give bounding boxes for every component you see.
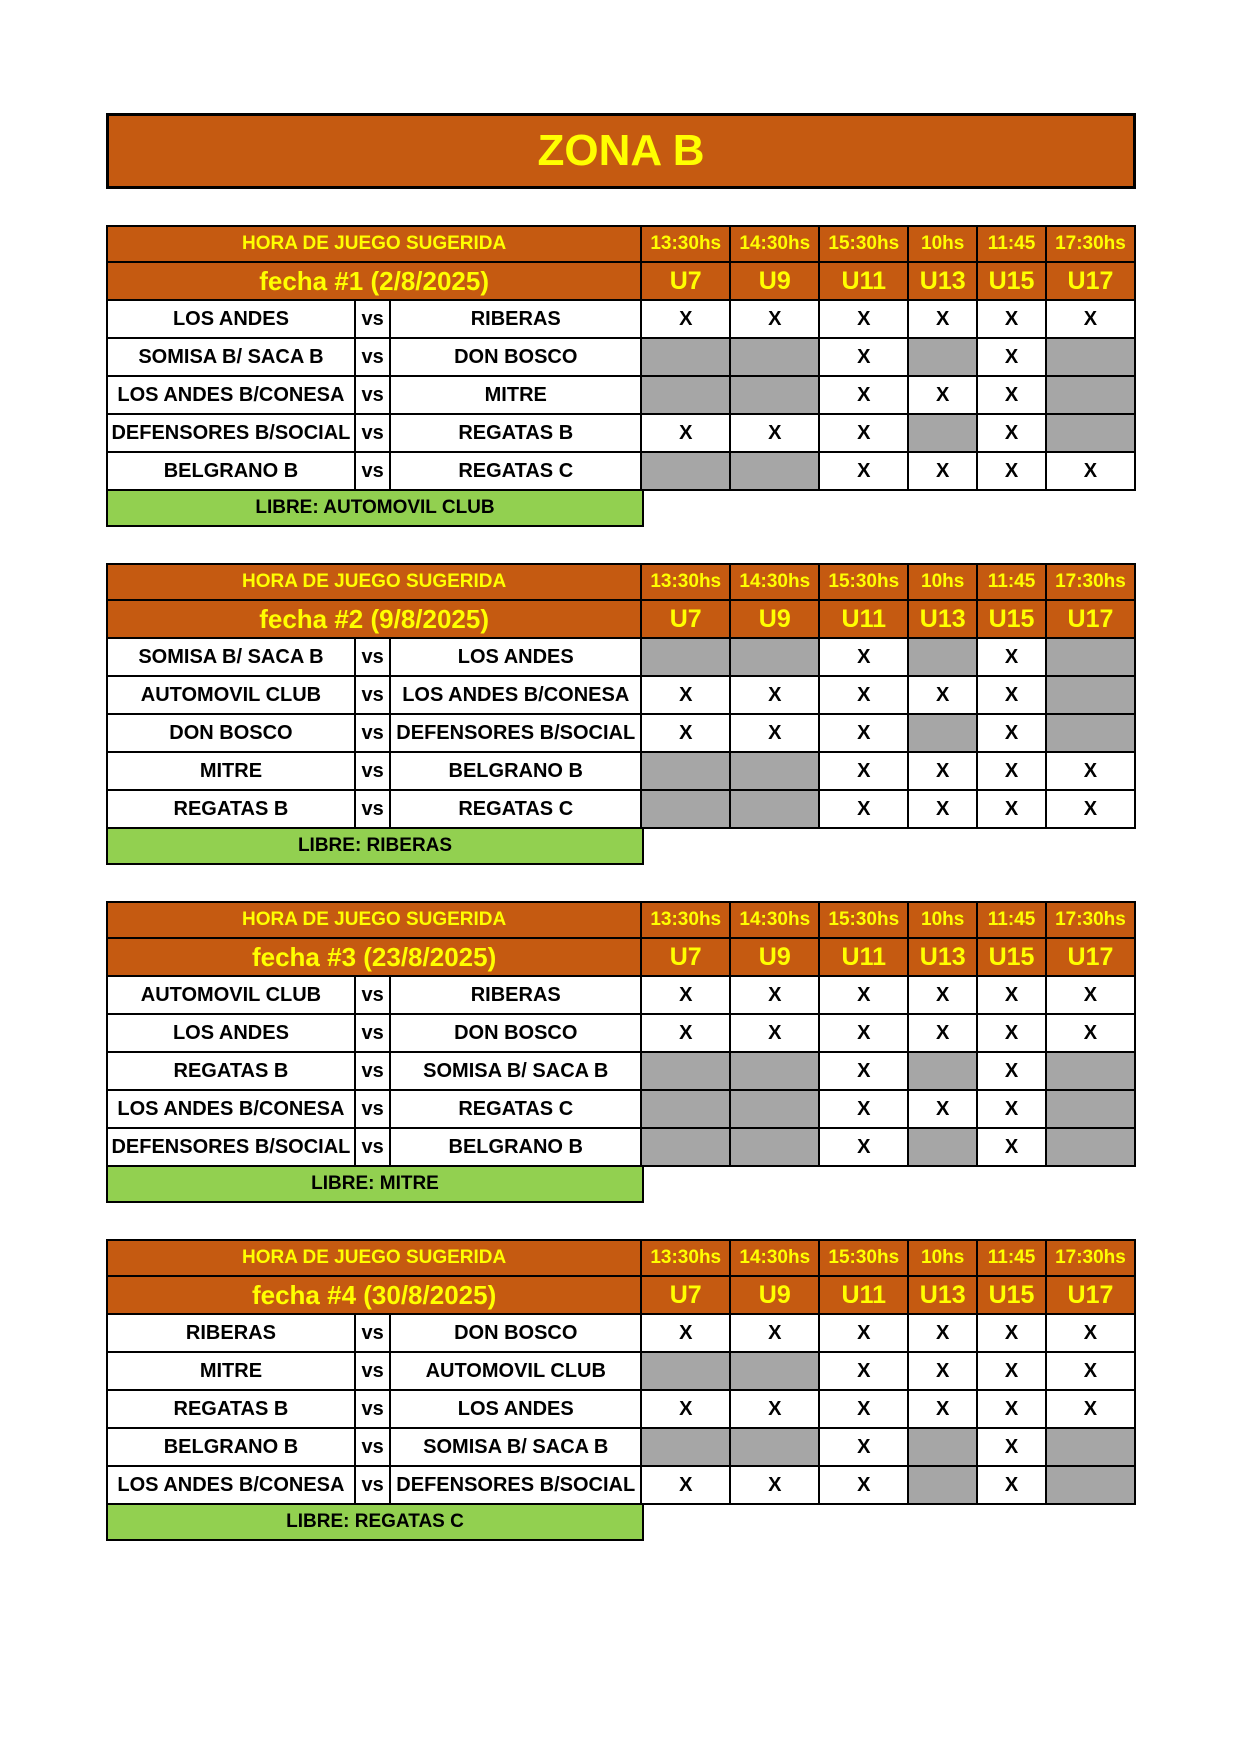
match-row (107, 1390, 1135, 1428)
vs-label: vs (355, 1466, 390, 1504)
hora-row (107, 226, 1135, 262)
category-played-mark: X (730, 414, 819, 452)
category-cell: U9 (730, 262, 819, 300)
category-unavailable-cell (730, 1052, 819, 1090)
match-row (107, 414, 1135, 452)
time-cell: 17:30hs (1046, 902, 1135, 938)
category-played-mark: X (908, 300, 977, 338)
category-unavailable-cell (908, 714, 977, 752)
category-played-mark: X (819, 300, 908, 338)
category-played-mark: X (908, 1390, 977, 1428)
category-cell: U13 (908, 1276, 977, 1314)
fecha-row (107, 600, 1135, 638)
fecha-row (107, 262, 1135, 300)
category-played-mark: X (977, 338, 1046, 376)
category-played-mark: X (908, 976, 977, 1014)
category-played-mark: X (977, 1390, 1046, 1428)
fixture-block-1 (106, 225, 1142, 527)
category-unavailable-cell (1046, 1128, 1135, 1166)
category-played-mark: X (977, 376, 1046, 414)
category-unavailable-cell (730, 376, 819, 414)
time-cell: 15:30hs (819, 564, 908, 600)
category-cell: U15 (977, 600, 1046, 638)
category-played-mark: X (977, 300, 1046, 338)
category-played-mark: X (819, 638, 908, 676)
match-row (107, 976, 1135, 1014)
category-unavailable-cell (730, 790, 819, 828)
fecha-label: fecha #3 (23/8/2025) (107, 938, 641, 976)
away-team: MITRE (390, 376, 641, 414)
home-team: LOS ANDES B/CONESA (107, 1466, 355, 1504)
away-team: DON BOSCO (390, 338, 641, 376)
time-cell: 10hs (908, 564, 977, 600)
away-team: LOS ANDES (390, 1390, 641, 1428)
fecha-row (107, 938, 1135, 976)
match-row (107, 714, 1135, 752)
vs-label: vs (355, 638, 390, 676)
category-played-mark: X (977, 452, 1046, 490)
home-team: AUTOMOVIL CLUB (107, 676, 355, 714)
time-cell: 17:30hs (1046, 226, 1135, 262)
time-cell: 10hs (908, 226, 977, 262)
category-unavailable-cell (641, 752, 730, 790)
zone-title: ZONA B (106, 113, 1136, 189)
category-played-mark: X (908, 1090, 977, 1128)
match-row (107, 376, 1135, 414)
home-team: DEFENSORES B/SOCIAL (107, 1128, 355, 1166)
category-unavailable-cell (730, 638, 819, 676)
category-cell: U15 (977, 938, 1046, 976)
fecha-row (107, 1276, 1135, 1314)
category-played-mark: X (977, 1128, 1046, 1166)
vs-label: vs (355, 1090, 390, 1128)
category-cell: U11 (819, 938, 908, 976)
category-unavailable-cell (641, 1128, 730, 1166)
category-played-mark: X (908, 376, 977, 414)
match-row (107, 1352, 1135, 1390)
category-unavailable-cell (1046, 338, 1135, 376)
category-played-mark: X (641, 300, 730, 338)
category-cell: U17 (1046, 262, 1135, 300)
vs-label: vs (355, 452, 390, 490)
away-team: AUTOMOVIL CLUB (390, 1352, 641, 1390)
time-cell: 14:30hs (730, 226, 819, 262)
libre-team-bar: LIBRE: AUTOMOVIL CLUB (106, 489, 644, 527)
match-row (107, 1014, 1135, 1052)
match-row (107, 1428, 1135, 1466)
hora-row (107, 564, 1135, 600)
fecha-label: fecha #1 (2/8/2025) (107, 262, 641, 300)
fixture-table (106, 563, 1136, 829)
time-cell: 15:30hs (819, 1240, 908, 1276)
time-cell: 13:30hs (641, 902, 730, 938)
vs-label: vs (355, 676, 390, 714)
fixture-block-2 (106, 563, 1142, 865)
vs-label: vs (355, 414, 390, 452)
category-played-mark: X (1046, 1314, 1135, 1352)
category-played-mark: X (977, 1428, 1046, 1466)
category-played-mark: X (819, 1090, 908, 1128)
time-cell: 13:30hs (641, 1240, 730, 1276)
category-played-mark: X (819, 1352, 908, 1390)
category-cell: U17 (1046, 938, 1135, 976)
time-cell: 13:30hs (641, 564, 730, 600)
category-played-mark: X (977, 1352, 1046, 1390)
category-played-mark: X (908, 752, 977, 790)
category-played-mark: X (1046, 1352, 1135, 1390)
category-played-mark: X (977, 638, 1046, 676)
home-team: BELGRANO B (107, 452, 355, 490)
match-row (107, 676, 1135, 714)
category-played-mark: X (819, 376, 908, 414)
away-team: DEFENSORES B/SOCIAL (390, 714, 641, 752)
category-played-mark: X (908, 790, 977, 828)
vs-label: vs (355, 790, 390, 828)
away-team: LOS ANDES (390, 638, 641, 676)
category-played-mark: X (977, 676, 1046, 714)
category-cell: U7 (641, 600, 730, 638)
category-cell: U17 (1046, 1276, 1135, 1314)
match-row (107, 790, 1135, 828)
fixture-block-4 (106, 1239, 1142, 1541)
category-played-mark: X (819, 338, 908, 376)
away-team: SOMISA B/ SACA B (390, 1052, 641, 1090)
category-played-mark: X (908, 676, 977, 714)
category-played-mark: X (977, 1014, 1046, 1052)
away-team: REGATAS C (390, 790, 641, 828)
category-unavailable-cell (641, 1052, 730, 1090)
home-team: REGATAS B (107, 1390, 355, 1428)
category-unavailable-cell (730, 752, 819, 790)
home-team: DEFENSORES B/SOCIAL (107, 414, 355, 452)
hora-label: HORA DE JUEGO SUGERIDA (107, 226, 641, 262)
category-unavailable-cell (730, 1090, 819, 1128)
category-cell: U13 (908, 938, 977, 976)
away-team: DEFENSORES B/SOCIAL (390, 1466, 641, 1504)
vs-label: vs (355, 1128, 390, 1166)
category-played-mark: X (908, 452, 977, 490)
away-team: REGATAS B (390, 414, 641, 452)
category-unavailable-cell (908, 338, 977, 376)
category-played-mark: X (730, 714, 819, 752)
category-played-mark: X (1046, 300, 1135, 338)
category-played-mark: X (641, 1314, 730, 1352)
category-cell: U11 (819, 262, 908, 300)
home-team: RIBERAS (107, 1314, 355, 1352)
vs-label: vs (355, 300, 390, 338)
category-cell: U11 (819, 600, 908, 638)
category-cell: U15 (977, 262, 1046, 300)
match-row (107, 752, 1135, 790)
vs-label: vs (355, 1352, 390, 1390)
category-unavailable-cell (730, 452, 819, 490)
category-cell: U9 (730, 938, 819, 976)
category-played-mark: X (977, 714, 1046, 752)
time-cell: 11:45 (977, 226, 1046, 262)
category-unavailable-cell (641, 376, 730, 414)
category-played-mark: X (1046, 1014, 1135, 1052)
time-cell: 10hs (908, 1240, 977, 1276)
category-played-mark: X (908, 1314, 977, 1352)
category-cell: U9 (730, 1276, 819, 1314)
category-played-mark: X (819, 1128, 908, 1166)
match-row (107, 452, 1135, 490)
category-played-mark: X (977, 790, 1046, 828)
home-team: BELGRANO B (107, 1428, 355, 1466)
hora-label: HORA DE JUEGO SUGERIDA (107, 1240, 641, 1276)
category-unavailable-cell (1046, 1052, 1135, 1090)
vs-label: vs (355, 1428, 390, 1466)
match-row (107, 1090, 1135, 1128)
fixture-table (106, 1239, 1136, 1505)
match-row (107, 300, 1135, 338)
category-unavailable-cell (1046, 1090, 1135, 1128)
category-played-mark: X (819, 790, 908, 828)
vs-label: vs (355, 338, 390, 376)
category-played-mark: X (730, 676, 819, 714)
category-cell: U17 (1046, 600, 1135, 638)
home-team: MITRE (107, 752, 355, 790)
fixture-table (106, 901, 1136, 1167)
category-unavailable-cell (1046, 1466, 1135, 1504)
category-played-mark: X (977, 414, 1046, 452)
category-played-mark: X (1046, 752, 1135, 790)
home-team: LOS ANDES (107, 1014, 355, 1052)
category-played-mark: X (641, 1466, 730, 1504)
away-team: BELGRANO B (390, 752, 641, 790)
category-cell: U9 (730, 600, 819, 638)
vs-label: vs (355, 1014, 390, 1052)
home-team: LOS ANDES (107, 300, 355, 338)
category-unavailable-cell (908, 638, 977, 676)
away-team: RIBERAS (390, 300, 641, 338)
time-cell: 15:30hs (819, 902, 908, 938)
category-unavailable-cell (641, 790, 730, 828)
category-unavailable-cell (641, 452, 730, 490)
category-unavailable-cell (1046, 414, 1135, 452)
fecha-label: fecha #4 (30/8/2025) (107, 1276, 641, 1314)
home-team: AUTOMOVIL CLUB (107, 976, 355, 1014)
category-unavailable-cell (641, 338, 730, 376)
category-unavailable-cell (908, 1466, 977, 1504)
category-cell: U13 (908, 600, 977, 638)
category-played-mark: X (641, 976, 730, 1014)
away-team: DON BOSCO (390, 1314, 641, 1352)
category-played-mark: X (730, 976, 819, 1014)
fecha-label: fecha #2 (9/8/2025) (107, 600, 641, 638)
category-played-mark: X (819, 1052, 908, 1090)
category-unavailable-cell (1046, 714, 1135, 752)
category-played-mark: X (819, 414, 908, 452)
away-team: REGATAS C (390, 1090, 641, 1128)
category-unavailable-cell (908, 1128, 977, 1166)
match-row (107, 638, 1135, 676)
category-cell: U11 (819, 1276, 908, 1314)
category-played-mark: X (819, 1314, 908, 1352)
category-played-mark: X (819, 676, 908, 714)
category-played-mark: X (819, 1428, 908, 1466)
category-played-mark: X (730, 1466, 819, 1504)
match-row (107, 1314, 1135, 1352)
home-team: LOS ANDES B/CONESA (107, 376, 355, 414)
libre-team-bar: LIBRE: MITRE (106, 1165, 644, 1203)
fixture-block-3 (106, 901, 1142, 1203)
time-cell: 11:45 (977, 1240, 1046, 1276)
time-cell: 14:30hs (730, 564, 819, 600)
category-played-mark: X (977, 1466, 1046, 1504)
time-cell: 13:30hs (641, 226, 730, 262)
category-played-mark: X (1046, 1390, 1135, 1428)
vs-label: vs (355, 976, 390, 1014)
time-cell: 14:30hs (730, 902, 819, 938)
vs-label: vs (355, 376, 390, 414)
category-unavailable-cell (641, 1090, 730, 1128)
category-played-mark: X (819, 752, 908, 790)
vs-label: vs (355, 1052, 390, 1090)
category-cell: U13 (908, 262, 977, 300)
category-cell: U7 (641, 262, 730, 300)
hora-row (107, 1240, 1135, 1276)
category-played-mark: X (730, 1390, 819, 1428)
category-played-mark: X (1046, 976, 1135, 1014)
category-unavailable-cell (908, 1052, 977, 1090)
category-played-mark: X (641, 676, 730, 714)
category-cell: U15 (977, 1276, 1046, 1314)
category-played-mark: X (977, 1314, 1046, 1352)
hora-label: HORA DE JUEGO SUGERIDA (107, 902, 641, 938)
category-unavailable-cell (1046, 376, 1135, 414)
category-cell: U7 (641, 1276, 730, 1314)
away-team: DON BOSCO (390, 1014, 641, 1052)
category-played-mark: X (641, 714, 730, 752)
category-played-mark: X (977, 1090, 1046, 1128)
category-played-mark: X (819, 1014, 908, 1052)
vs-label: vs (355, 1314, 390, 1352)
match-row (107, 1128, 1135, 1166)
libre-team-bar: LIBRE: REGATAS C (106, 1503, 644, 1541)
time-cell: 10hs (908, 902, 977, 938)
home-team: DON BOSCO (107, 714, 355, 752)
category-unavailable-cell (730, 338, 819, 376)
category-played-mark: X (819, 976, 908, 1014)
category-played-mark: X (908, 1014, 977, 1052)
time-cell: 15:30hs (819, 226, 908, 262)
category-played-mark: X (641, 1390, 730, 1428)
match-row (107, 1466, 1135, 1504)
category-played-mark: X (641, 1014, 730, 1052)
category-played-mark: X (977, 752, 1046, 790)
category-cell: U7 (641, 938, 730, 976)
category-played-mark: X (977, 1052, 1046, 1090)
time-cell: 11:45 (977, 564, 1046, 600)
home-team: REGATAS B (107, 790, 355, 828)
category-unavailable-cell (730, 1352, 819, 1390)
hora-label: HORA DE JUEGO SUGERIDA (107, 564, 641, 600)
match-row (107, 338, 1135, 376)
category-played-mark: X (641, 414, 730, 452)
vs-label: vs (355, 1390, 390, 1428)
libre-team-bar: LIBRE: RIBERAS (106, 827, 644, 865)
category-unavailable-cell (641, 1352, 730, 1390)
category-unavailable-cell (1046, 638, 1135, 676)
category-played-mark: X (977, 976, 1046, 1014)
home-team: SOMISA B/ SACA B (107, 638, 355, 676)
away-team: LOS ANDES B/CONESA (390, 676, 641, 714)
away-team: SOMISA B/ SACA B (390, 1428, 641, 1466)
category-played-mark: X (819, 1390, 908, 1428)
category-unavailable-cell (641, 638, 730, 676)
home-team: REGATAS B (107, 1052, 355, 1090)
category-unavailable-cell (908, 1428, 977, 1466)
category-unavailable-cell (641, 1428, 730, 1466)
hora-row (107, 902, 1135, 938)
category-unavailable-cell (1046, 1428, 1135, 1466)
category-played-mark: X (730, 1314, 819, 1352)
time-cell: 14:30hs (730, 1240, 819, 1276)
vs-label: vs (355, 714, 390, 752)
category-played-mark: X (819, 714, 908, 752)
home-team: SOMISA B/ SACA B (107, 338, 355, 376)
category-played-mark: X (908, 1352, 977, 1390)
category-unavailable-cell (730, 1128, 819, 1166)
time-cell: 11:45 (977, 902, 1046, 938)
category-unavailable-cell (1046, 676, 1135, 714)
time-cell: 17:30hs (1046, 564, 1135, 600)
category-played-mark: X (1046, 790, 1135, 828)
time-cell: 17:30hs (1046, 1240, 1135, 1276)
category-unavailable-cell (730, 1428, 819, 1466)
category-unavailable-cell (908, 414, 977, 452)
category-played-mark: X (730, 300, 819, 338)
fixture-table (106, 225, 1136, 491)
category-played-mark: X (819, 1466, 908, 1504)
match-row (107, 1052, 1135, 1090)
home-team: LOS ANDES B/CONESA (107, 1090, 355, 1128)
away-team: RIBERAS (390, 976, 641, 1014)
away-team: BELGRANO B (390, 1128, 641, 1166)
home-team: MITRE (107, 1352, 355, 1390)
category-played-mark: X (819, 452, 908, 490)
vs-label: vs (355, 752, 390, 790)
away-team: REGATAS C (390, 452, 641, 490)
category-played-mark: X (730, 1014, 819, 1052)
category-played-mark: X (1046, 452, 1135, 490)
